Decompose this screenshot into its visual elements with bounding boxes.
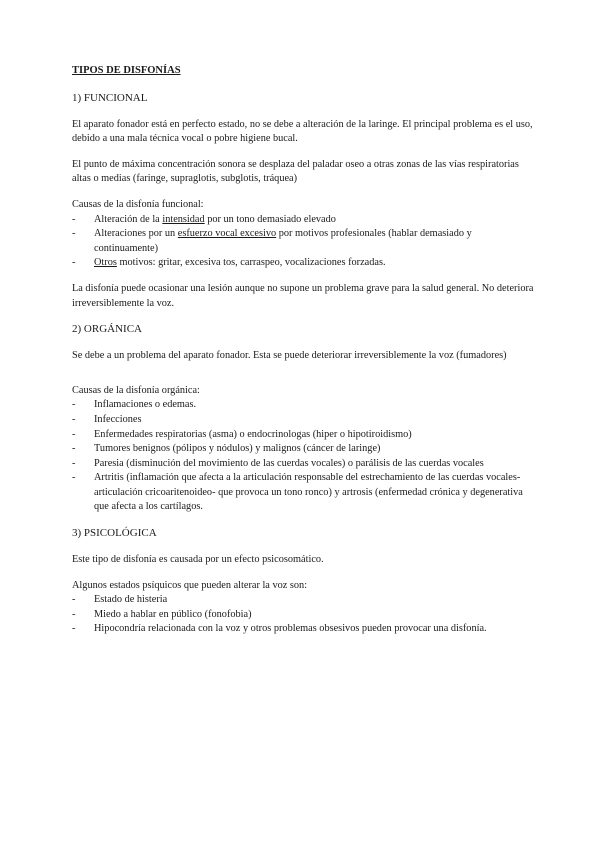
list-item — [72, 227, 534, 256]
list-item — [72, 442, 534, 457]
paragraph: El aparato fonador está en perfecto estado, no se debe a alteración de la laringe. El principal problema es el uso, debido a una mala técnica vocal o pobre higiene bucal. — [72, 118, 533, 145]
list-item-text: Estado de histeria — [94, 594, 168, 606]
causes-intro: Algunos estados psíquicos que pueden alterar la voz son: — [72, 579, 308, 591]
list-item — [72, 398, 534, 413]
list-item-text: Artritis (inflamación que afecta a la articulación responsable del estrechamiento de las cuerdas vocales- articulación cricoaritenoideo- que provoca un tono ronco) y artrosis (enfermedad crónica y degenerativa que afecta a los cartílagos. — [94, 472, 523, 513]
bullet-dash: - — [72, 608, 76, 620]
underlined-term: Otros — [94, 257, 117, 269]
causes-list-psicologica — [72, 593, 534, 637]
causes-list-organica — [72, 398, 534, 515]
bullet-dash: - — [72, 399, 76, 411]
underlined-term: esfuerzo vocal excesivo — [177, 228, 277, 240]
bullet-dash: - — [72, 623, 76, 635]
list-item — [72, 471, 534, 515]
list-item — [72, 413, 534, 428]
section-heading-organica: 2) ORGÁNICA — [72, 323, 142, 336]
list-item-text: Paresia (disminución del movimiento de las cuerdas vocales) o parálisis de las cuerdas vocales — [94, 457, 484, 469]
paragraph: La disfonía puede ocasionar una lesión aunque no supone un problema grave para la salud general. No deteriora irreversiblemente la voz. — [72, 282, 534, 309]
list-item-text: por motivos profesionales (hablar demasiado y continuamente) — [94, 228, 472, 254]
bullet-dash: - — [72, 443, 76, 455]
list-item-text: por un tono demasiado elevado — [204, 213, 336, 225]
bullet-dash: - — [72, 228, 76, 240]
list-item — [72, 428, 534, 443]
bullet-dash: - — [72, 413, 76, 425]
list-item-text: motivos: gritar, excesiva tos, carraspeo, vocalizaciones forzadas. — [116, 257, 386, 269]
list-item — [72, 593, 534, 608]
paragraph: Se debe a un problema del aparato fonador. Esta se puede deteriorar irreversiblemente la voz (fumadores) — [72, 350, 507, 362]
document-body — [72, 64, 534, 648]
bullet-dash: - — [72, 472, 76, 484]
list-item — [72, 622, 534, 637]
bullet-dash: - — [72, 428, 76, 440]
causes-list-funcional — [72, 213, 534, 271]
list-item — [72, 213, 534, 228]
list-item-text: Tumores benignos (pólipos y nódulos) y malignos (cáncer de laringe) — [94, 443, 381, 455]
list-item-text: Miedo a hablar en público (fonofobia) — [94, 608, 252, 620]
list-item — [72, 608, 534, 623]
paragraph: Este tipo de disfonía es causada por un efecto psicosomático. — [72, 554, 324, 566]
list-item-text: Alteración de la — [94, 213, 163, 225]
bullet-dash: - — [72, 213, 76, 225]
bullet-dash: - — [72, 257, 76, 269]
list-item-text: Alteraciones por un — [94, 228, 178, 240]
list-item-text: Inflamaciones o edemas. — [94, 399, 197, 411]
list-item-text: Infecciones — [94, 413, 142, 425]
section-heading-funcional: 1) FUNCIONAL — [72, 91, 148, 104]
section-heading-psicologica: 3) PSICOLÓGICA — [72, 527, 157, 540]
list-item — [72, 457, 534, 472]
bullet-dash: - — [72, 594, 76, 606]
list-item-text: Hipocondría relacionada con la voz y otros problemas obsesivos pueden provocar una disfonía. — [94, 623, 487, 635]
causes-intro: Causas de la disfonía funcional: — [72, 198, 204, 210]
document-title: TIPOS DE DISFONÍAS — [72, 65, 181, 76]
causes-intro: Causas de la disfonía orgánica: — [72, 384, 200, 396]
paragraph: El punto de máxima concentración sonora se desplaza del paladar oseo a otras zonas de las vías respiratorias altas o medias (faringe, supraglotis, subglotis, tráquea) — [72, 158, 519, 185]
list-item — [72, 256, 534, 271]
list-item-text: Enfermedades respiratorias (asma) o endocrinologas (hiper o hipotiroidismo) — [94, 428, 412, 440]
bullet-dash: - — [72, 457, 76, 469]
underlined-term: intensidad — [162, 213, 205, 225]
